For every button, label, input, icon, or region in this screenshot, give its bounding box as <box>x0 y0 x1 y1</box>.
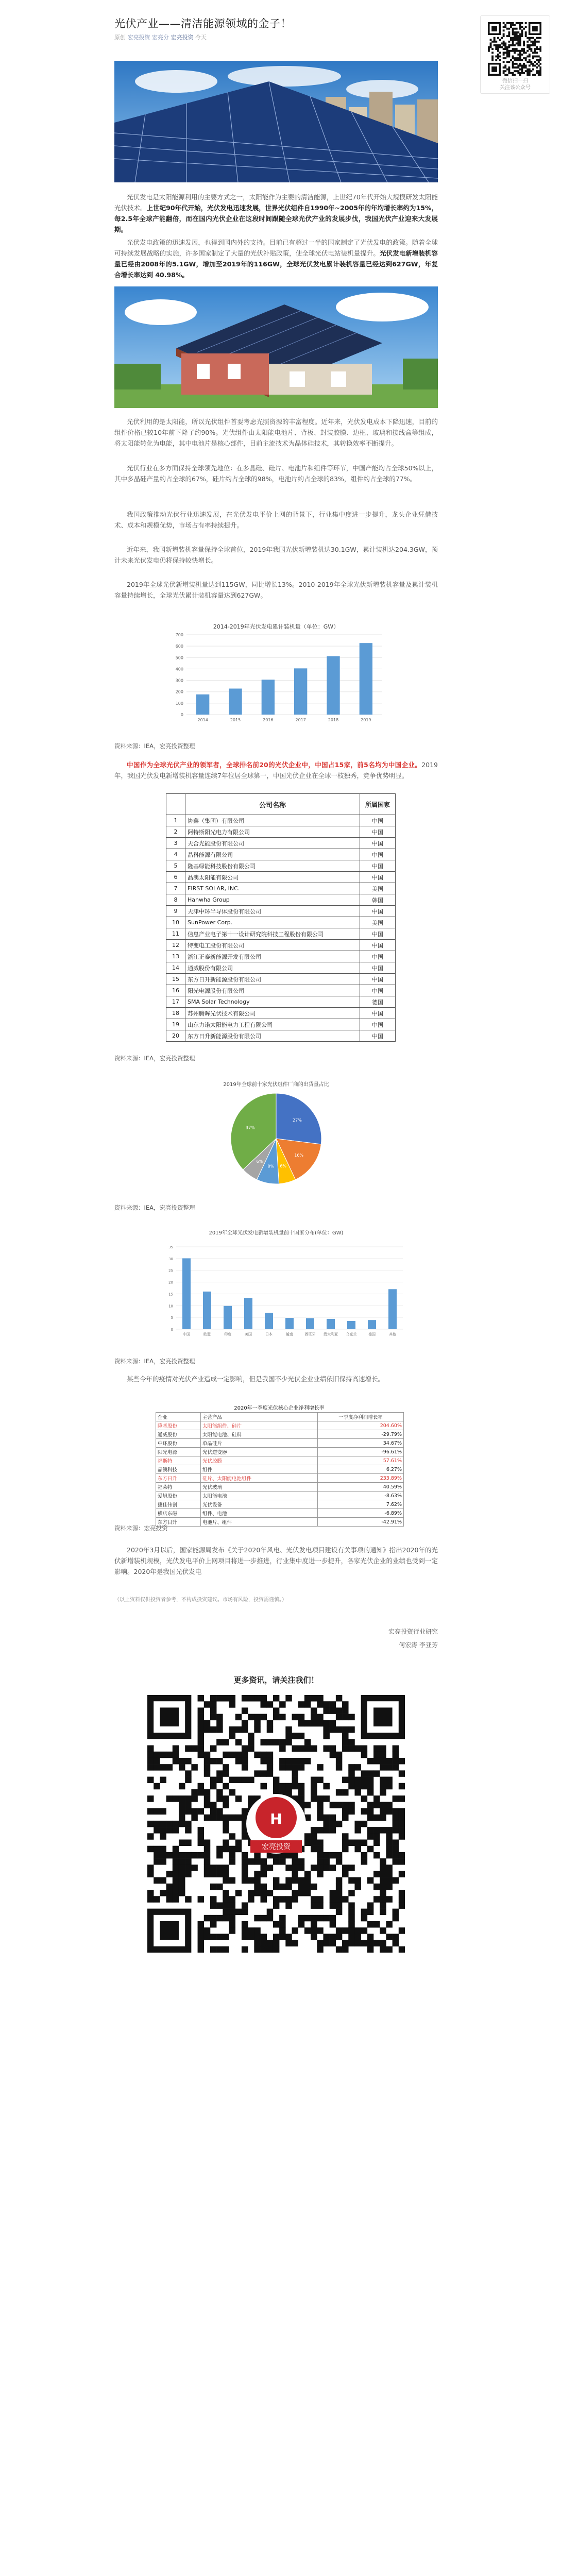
article-meta <box>114 33 207 41</box>
table-row <box>166 894 396 906</box>
table-row <box>166 1019 396 1030</box>
row-no: 20 <box>166 1030 185 1042</box>
table-row <box>166 917 396 928</box>
x-tick-label: 澳大利亚 <box>324 1332 338 1336</box>
bar <box>347 1321 355 1329</box>
x-tick-label: 越南 <box>286 1332 293 1336</box>
y-tick-label: 500 <box>175 655 183 660</box>
y-tick-label: 25 <box>168 1268 173 1273</box>
company-name: 信息产业电子第十一设计研究院科技工程股份有限公司 <box>185 928 360 940</box>
source-caption-1: 资料来源：IEA，宏亮投资整理 <box>114 742 195 750</box>
growth-rate: 7.62% <box>318 1500 404 1509</box>
x-tick-label: 2015 <box>230 718 241 722</box>
country: 中国 <box>360 826 396 838</box>
country-installs-chart <box>114 1226 438 1345</box>
bar <box>196 694 209 715</box>
bar <box>294 668 307 715</box>
country: 美国 <box>360 883 396 894</box>
table-row <box>166 1008 396 1019</box>
table-row <box>166 883 396 894</box>
company-name: 山东力诺太阳能电力工程有限公司 <box>185 1019 360 1030</box>
bar <box>388 1289 397 1329</box>
country: 德国 <box>360 996 396 1008</box>
product: 光伏胶膜 <box>201 1456 318 1465</box>
growth-header-product: 主营产品 <box>201 1413 318 1421</box>
company-name: 天津中环半导体股份有限公司 <box>185 906 360 917</box>
table-row <box>156 1448 404 1456</box>
row-no: 8 <box>166 894 185 906</box>
x-tick-label: 乌克兰 <box>346 1332 357 1336</box>
y-tick-label: 15 <box>168 1292 173 1297</box>
product: 光伏逆变器 <box>201 1448 318 1456</box>
x-tick-label: 美国 <box>245 1332 252 1336</box>
paragraph-5: 我国政策推动光伏行业迅速发展，在光伏发电平价上网的背景下，行业集中度进一步提升，龙头企业凭借技术、成本和规模优势，市场占有率持续提升。 <box>114 511 438 529</box>
paragraph-8: 中国作为全球光伏产业的领军者，全球排名前20的光伏企业中，中国占15家，前5名均为中国企业。2019年，我国光伏发电新增装机容量连续7年位居全球第一，中国光伏企业在全球一枝独秀，竞争优势明显。 <box>114 761 438 779</box>
table-row <box>166 860 396 872</box>
country: 美国 <box>360 917 396 928</box>
company: 横店东磁 <box>156 1509 201 1518</box>
bar <box>306 1318 314 1329</box>
table-row <box>156 1430 404 1439</box>
table-row <box>166 951 396 962</box>
table-row <box>156 1439 404 1448</box>
product: 太阳能电池、硅料 <box>201 1430 318 1439</box>
growth-rate: 233.89% <box>318 1474 404 1483</box>
company-name: 晶科能源有限公司 <box>185 849 360 860</box>
growth-rate: 204.60% <box>318 1421 404 1430</box>
growth-rate: -6.89% <box>318 1509 404 1518</box>
x-tick-label: 日本 <box>265 1332 273 1336</box>
table-row <box>166 940 396 951</box>
row-no: 5 <box>166 860 185 872</box>
qr-caption-2: 关注该公众号 <box>500 85 531 91</box>
product: 单晶硅片 <box>201 1439 318 1448</box>
bar <box>224 1306 232 1329</box>
growth-header-company: 企业 <box>156 1413 201 1421</box>
paragraph-9: 某些今年的疫情对光伏产业造成一定影响，但是我国不少光伏企业业绩依旧保持高速增长。 <box>127 1375 385 1383</box>
x-tick-label: 欧盟 <box>203 1332 211 1336</box>
company-name: FIRST SOLAR, INC. <box>185 883 360 894</box>
top-companies-table <box>166 793 396 1042</box>
paragraph-7: 2019年全球光伏新增装机量达到115GW，同比增长13%。2010-2019年全球光伏新增装机容量及累计装机容量持续增长，全球光伏累计装机容量达到627GW。 <box>114 581 438 599</box>
bar <box>244 1298 252 1329</box>
country: 中国 <box>360 860 396 872</box>
row-no: 1 <box>166 815 185 826</box>
company-name: 东方日升新能源股份有限公司 <box>185 974 360 985</box>
y-tick-label: 600 <box>175 644 183 649</box>
table-row <box>156 1509 404 1518</box>
row-no: 10 <box>166 917 185 928</box>
country: 韩国 <box>360 894 396 906</box>
country: 中国 <box>360 940 396 951</box>
growth-rate: -29.79% <box>318 1430 404 1439</box>
paragraph-6: 近年来，我国新增装机容量保持全球首位，2019年我国光伏新增装机达30.1GW，累计装机达204.3GW，预计未来光伏发电仍将保持较快增长。 <box>114 546 438 564</box>
table-row <box>156 1474 404 1483</box>
bar <box>327 1319 335 1329</box>
paragraph-1: 光伏发电是太阳能源利用的主要方式之一，太阳能作为主要的清洁能源，上世纪70年代开始大规模研发太阳能光伏技术。上世纪90年代开始，光伏发电迅速发展，世界光伏组件自1990年~2005年的年均增长率约为15%，每2.5年全球产能翻倍，而在国内光伏企业在这段时间跟随全球光伏产业的发展步伐，我国光伏产业迎来大发展期。 <box>114 193 438 233</box>
y-tick-label: 200 <box>175 689 183 694</box>
source-caption-3: 资料来源：IEA，宏亮投资整理 <box>114 1204 195 1211</box>
signature-authors: 何宏涛 李亚芳 <box>399 1641 438 1649</box>
company-name: 通威股份有限公司 <box>185 962 360 974</box>
growth-rate: -42.91% <box>318 1518 404 1527</box>
follow-qr-code[interactable] <box>147 1695 405 1953</box>
table-row <box>156 1465 404 1474</box>
side-qr-panel[interactable] <box>480 15 550 94</box>
growth-rate: 57.61% <box>318 1456 404 1465</box>
growth-table-title: 2020年一季度光伏核心企业净利增长率 <box>234 1405 325 1411</box>
company-name: 苏州腾晖光伏技术有限公司 <box>185 1008 360 1019</box>
product: 硅片、太阳能电池组件 <box>201 1474 318 1483</box>
y-tick-label: 700 <box>175 633 183 637</box>
bar <box>368 1320 376 1329</box>
row-no: 14 <box>166 962 185 974</box>
company-name: 晶澳太阳能有限公司 <box>185 872 360 883</box>
source-caption-4: 资料来源：IEA，宏亮投资整理 <box>114 1358 195 1365</box>
y-tick-label: 400 <box>175 667 183 672</box>
row-no: 2 <box>166 826 185 838</box>
y-tick-label: 30 <box>168 1257 173 1261</box>
x-tick-label: 2014 <box>197 718 208 722</box>
slice-label: 27% <box>293 1117 302 1123</box>
source-caption-2: 资料来源：IEA，宏亮投资整理 <box>114 1055 195 1062</box>
table-row <box>166 849 396 860</box>
paragraph-4: 光伏行业在多方面保持全球领先地位：在多晶硅、硅片、电池片和组件等环节，中国产能均占全球50%以上，其中多晶硅产量约占全球的67%，硅片约占全球的98%，电池片约占全球的83%，组件约占全球的77%。 <box>114 464 438 483</box>
table-row <box>166 996 396 1008</box>
country: 中国 <box>360 974 396 985</box>
qr-caption-1: 微信扫一扫 <box>502 78 528 84</box>
chart-svg-3 <box>114 1226 438 1345</box>
company-name: 协鑫（集团）有限公司 <box>185 815 360 826</box>
company: 晶澳科技 <box>156 1465 201 1474</box>
country: 中国 <box>360 928 396 940</box>
row-no: 16 <box>166 985 185 996</box>
table-row <box>156 1500 404 1509</box>
y-tick-label: 0 <box>180 713 183 717</box>
product: 组件、电池 <box>201 1509 318 1518</box>
company-name: 隆基绿能科技股份有限公司 <box>185 860 360 872</box>
x-tick-label: 2017 <box>295 718 306 722</box>
x-tick-label: 2019 <box>361 718 371 722</box>
header-no <box>166 794 185 815</box>
bar <box>265 1313 273 1329</box>
table-row <box>156 1483 404 1492</box>
y-tick-label: 0 <box>171 1328 173 1332</box>
table-row <box>166 974 396 985</box>
x-tick-label: 2016 <box>263 718 274 722</box>
product: 太阳能组件、硅片 <box>201 1421 318 1430</box>
follow-us-title: 更多资讯，请关注我们！ <box>233 1675 319 1685</box>
slice-label: 6% <box>280 1163 286 1168</box>
bar <box>360 643 372 715</box>
slice-label: 37% <box>246 1125 255 1130</box>
header-company: 公司名称 <box>185 794 360 815</box>
company-name: Hanwha Group <box>185 894 360 906</box>
logo-text: 宏亮投资 <box>262 1843 291 1851</box>
company-name: 特变电工股份有限公司 <box>185 940 360 951</box>
paragraph-2: 光伏发电政策的迅速发展，也得到国内外的支持。目前已有超过一半的国家制定了光伏发电的政策。随着全球可持续发展战略的实施，许多国家制定了大量的光伏补贴政策，使全球光伏电站装机量提升。光伏发电新增装机容量已经由2008年的5.1GW，增加至2019年的116GW，全球光伏发电累计装机容量已经达到627GW，年复合增长率达到 40.98%。 <box>114 239 438 279</box>
table-row <box>166 872 396 883</box>
solar-panel-photo <box>114 61 438 182</box>
header-country: 所属国家 <box>360 794 396 815</box>
table-row <box>166 985 396 996</box>
growth-header-rate: 一季度净利润增长率 <box>318 1413 404 1421</box>
company-name: 阳光电源股份有限公司 <box>185 985 360 996</box>
bar <box>262 680 275 715</box>
x-tick-label: 德国 <box>368 1332 376 1336</box>
chart-svg-2 <box>114 1078 438 1191</box>
chart-title-1: 2014-2019年光伏发电累计装机量（单位：GW） <box>213 623 339 630</box>
country: 中国 <box>360 1030 396 1042</box>
growth-rate: -96.61% <box>318 1448 404 1456</box>
qr-code-icon <box>147 1695 405 1953</box>
chart-title-3: 2019年全球光伏发电新增装机量前十国家分布(单位：GW) <box>209 1230 344 1236</box>
paragraph-10: 2020年3月以后，国家能源局发布《关于2020年风电、光伏发电项目建设有关事项的通知》指出2020年的光伏新增装机规模，光伏发电平价上网项目将进一步推进，行业集中度进一步提升，各家光伏企业的业绩也受到一定影响。2020年是我国光伏发电 <box>114 1546 438 1575</box>
table-row <box>166 906 396 917</box>
country: 中国 <box>360 1008 396 1019</box>
company-name: SunPower Corp. <box>185 917 360 928</box>
source-caption-5: 资料来源：宏亮投资 <box>114 1524 168 1532</box>
growth-table-wrap <box>156 1403 404 1527</box>
company-name: SMA Solar Technology <box>185 996 360 1008</box>
company: 爱旭股份 <box>156 1492 201 1500</box>
company-name: 东方日升新能源股份有限公司 <box>185 1030 360 1042</box>
row-no: 12 <box>166 940 185 951</box>
bar <box>285 1318 294 1329</box>
y-tick-label: 20 <box>168 1280 173 1285</box>
company: 隆基股份 <box>156 1421 201 1430</box>
product: 组件 <box>201 1465 318 1474</box>
installed-capacity-chart <box>114 619 438 728</box>
row-no: 7 <box>166 883 185 894</box>
company: 通威股份 <box>156 1430 201 1439</box>
x-tick-label: 其他 <box>389 1332 396 1336</box>
row-no: 3 <box>166 838 185 849</box>
growth-rate: 34.67% <box>318 1439 404 1448</box>
table-row <box>166 962 396 974</box>
table-row <box>166 928 396 940</box>
company: 捷佳伟创 <box>156 1500 201 1509</box>
bar <box>203 1292 211 1329</box>
row-no: 9 <box>166 906 185 917</box>
company: 福斯特 <box>156 1456 201 1465</box>
slice-label: 16% <box>294 1153 304 1158</box>
bar <box>327 656 339 715</box>
row-no: 18 <box>166 1008 185 1019</box>
row-no: 17 <box>166 996 185 1008</box>
x-tick-label: 中国 <box>183 1332 190 1336</box>
row-no: 13 <box>166 951 185 962</box>
product: 光伏玻璃 <box>201 1483 318 1492</box>
growth-rate: 40.59% <box>318 1483 404 1492</box>
company: 福莱特 <box>156 1483 201 1492</box>
row-no: 15 <box>166 974 185 985</box>
growth-rate: 6.27% <box>318 1465 404 1474</box>
profit-growth-table <box>156 1412 404 1527</box>
module-share-pie-chart <box>114 1078 438 1191</box>
chart-svg-1 <box>114 619 438 728</box>
x-tick-label: 西班牙 <box>304 1332 316 1336</box>
bar <box>182 1258 191 1329</box>
table-row <box>156 1492 404 1500</box>
y-tick-label: 300 <box>175 678 183 683</box>
country: 中国 <box>360 962 396 974</box>
qr-code-icon <box>488 22 541 76</box>
y-tick-label: 35 <box>168 1245 173 1249</box>
country: 中国 <box>360 951 396 962</box>
table-row <box>166 826 396 838</box>
account-link[interactable]: 宏亮投资 <box>171 34 194 41</box>
company: 东方日升 <box>156 1474 201 1483</box>
original-tag: 原创 <box>114 34 126 41</box>
table-row <box>156 1456 404 1465</box>
country: 中国 <box>360 838 396 849</box>
product: 太阳能电池 <box>201 1492 318 1500</box>
company: 阳光电源 <box>156 1448 201 1456</box>
country: 中国 <box>360 1019 396 1030</box>
y-tick-label: 5 <box>171 1316 173 1320</box>
country: 中国 <box>360 872 396 883</box>
slice-label: 6% <box>256 1159 263 1164</box>
company-name: 阿特斯阳光电力有限公司 <box>185 826 360 838</box>
table-row <box>166 1030 396 1042</box>
company-table-wrap <box>166 793 396 1042</box>
bar <box>229 689 242 715</box>
x-tick-label: 2018 <box>328 718 339 722</box>
solar-house-photo <box>114 286 438 408</box>
disclaimer-note: （以上资料仅供投资者参考，不构成投资建议。市场有风险，投资需谨慎。） <box>114 1597 287 1603</box>
row-no: 19 <box>166 1019 185 1030</box>
paragraph-3: 光伏利用的是太阳能，所以光伏组件首要考虑光照资源的丰富程度。近年来，光伏发电成本下降迅速，目前的组件价格已较10年前下降了约90%。光伏组件由太阳能电池片、背板、封装胶膜、边框、玻璃和接线盒等组成，将太阳能转化为电能，其中电池片是核心部件，目前主流技术为晶体硅技术，其转换效率不断提升。 <box>114 418 438 447</box>
country: 中国 <box>360 906 396 917</box>
country: 中国 <box>360 985 396 996</box>
company: 中环股份 <box>156 1439 201 1448</box>
company: 东方日升 <box>156 1518 201 1527</box>
product: 光伏设备 <box>201 1500 318 1509</box>
country: 中国 <box>360 815 396 826</box>
author-name[interactable]: 宏亮投资 宏亮分 <box>127 34 169 41</box>
svg-text:H: H <box>270 1810 282 1827</box>
x-tick-label: 印度 <box>224 1332 231 1336</box>
table-row <box>156 1421 404 1430</box>
row-no: 11 <box>166 928 185 940</box>
signature-org: 宏亮投资行业研究 <box>388 1628 438 1635</box>
table-row <box>166 815 396 826</box>
product: 电池片、组件 <box>201 1518 318 1527</box>
country: 中国 <box>360 849 396 860</box>
row-no: 4 <box>166 849 185 860</box>
company-name: 天合光能股份有限公司 <box>185 838 360 849</box>
chart-title-2: 2019年全球前十家光伏组件厂商的出货量占比 <box>223 1082 329 1088</box>
y-tick-label: 100 <box>175 701 183 706</box>
article-title: 光伏产业——清洁能源领域的金子！ <box>114 18 292 30</box>
table-row <box>166 838 396 849</box>
row-no: 6 <box>166 872 185 883</box>
growth-rate: -8.63% <box>318 1492 404 1500</box>
y-tick-label: 10 <box>168 1304 173 1309</box>
company-name: 浙江正泰新能源开发有限公司 <box>185 951 360 962</box>
slice-label: 8% <box>267 1164 275 1169</box>
publish-date: 今天 <box>195 34 207 41</box>
table-row <box>156 1518 404 1527</box>
